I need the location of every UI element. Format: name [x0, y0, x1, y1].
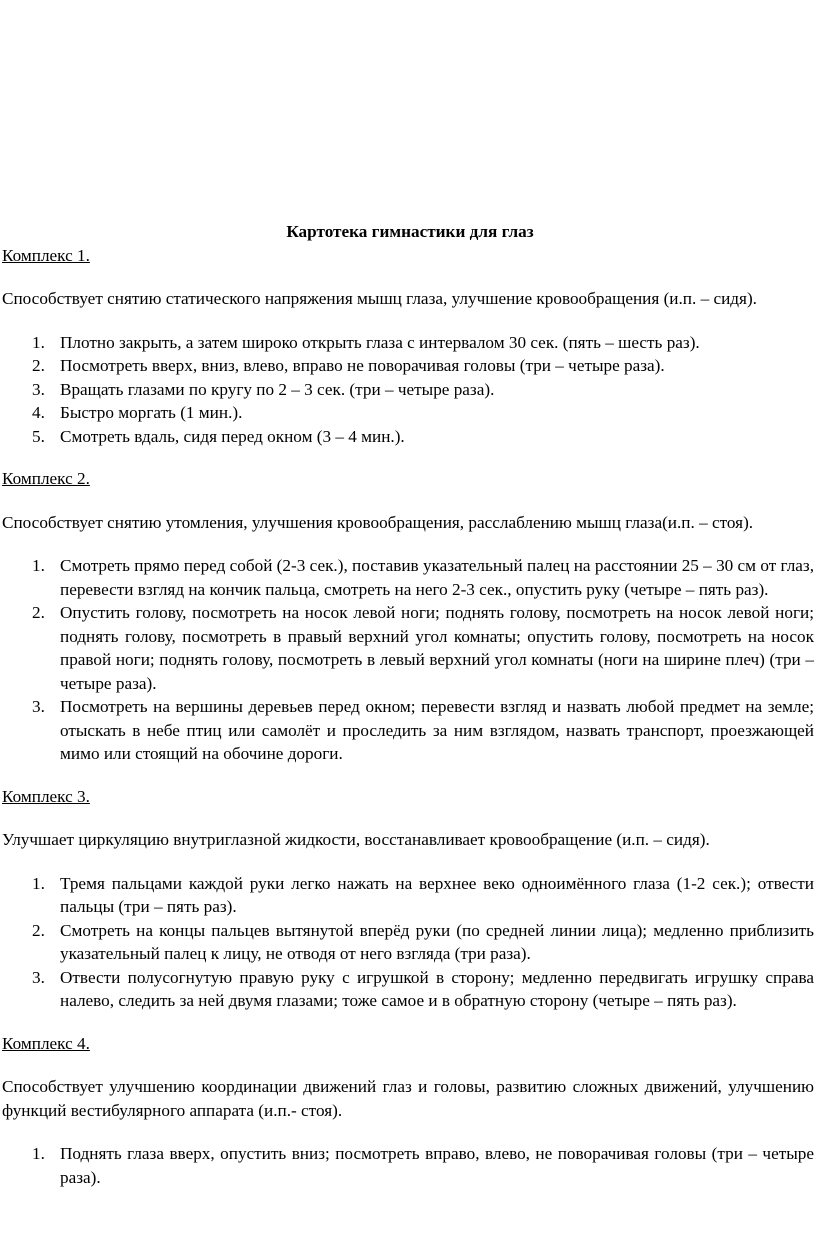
step-number: 1. [32, 556, 45, 575]
list-item [2, 872, 814, 919]
list-item [2, 554, 814, 601]
step-text: Смотреть на концы пальцев вытянутой вперёд руки (по средней линии лица); медленно приблизить указательный палец к лицу, не отводя от него взгляда (три раза). [60, 920, 814, 963]
list-item [2, 401, 814, 425]
step-number: 4. [32, 403, 45, 422]
step-text: Посмотреть на вершины деревьев перед окном; перевести взгляд и назвать любой предмет на земле; отыскать в небе птиц или самолёт и проследить за ним взглядом, назвать транспорт, проезжающей мимо или стоящий на обочине дороги. [60, 697, 814, 763]
complex-description: Способствует снятию утомления, улучшения кровообращения, расслаблению мышц глаза(и.п. – стоя). [2, 512, 754, 532]
step-number: 5. [32, 426, 45, 446]
list-item [2, 331, 814, 355]
complex-4 [2, 1032, 814, 1190]
complex-heading: Комплекс 4. [2, 1033, 90, 1053]
complex-description: Способствует улучшению координации движений глаз и головы, развитию сложных движений, улучшению функций вестибулярного аппарата (и.п.- стоя). [2, 1077, 814, 1120]
complex-description: Способствует снятию статического напряжения мышц глаза, улучшение кровообращения (и.п. – сидя). [2, 289, 757, 308]
list-item [2, 354, 814, 378]
step-number: 2. [32, 920, 45, 940]
step-text: Смотреть прямо перед собой (2-3 сек.), поставив указательный палец на расстоянии 25 – 30 см от глаз, перевести взгляд на кончик пальца, смотреть на него 2-3 сек., опустить руку (четыре – пять раз). [60, 556, 814, 599]
complex-heading: Комплекс 2. [2, 469, 90, 488]
list-item [2, 966, 814, 1013]
list-item [2, 919, 814, 966]
step-text: Быстро моргать (1 мин.). [60, 403, 243, 422]
step-number: 2. [32, 356, 45, 375]
step-number: 3. [32, 379, 45, 399]
list-item [2, 378, 814, 402]
step-number: 2. [32, 603, 45, 622]
complex-heading: Комплекс 3. [2, 786, 90, 806]
step-text: Посмотреть вверх, вниз, влево, вправо не поворачивая головы (три – четыре раза). [60, 356, 665, 375]
step-number: 3. [32, 967, 45, 987]
list-item [2, 695, 814, 766]
step-text: Поднять глаза вверх, опустить вниз; посмотреть вправо, влево, не поворачивая головы (три – четыре раза). [60, 1144, 814, 1187]
step-number: 1. [32, 1144, 45, 1163]
list-item [2, 601, 814, 695]
complex-1 [2, 244, 814, 449]
complex-heading: Комплекс 1. [2, 245, 90, 265]
complex-3 [2, 785, 814, 1013]
list-item [2, 1142, 814, 1189]
steps-list [2, 1142, 814, 1189]
step-number: 3. [32, 697, 45, 716]
step-text: Смотреть вдаль, сидя перед окном (3 – 4 мин.). [60, 426, 405, 446]
page-title: Картотека гимнастики для глаз [286, 222, 534, 241]
step-text: Тремя пальцами каждой руки легко нажать на верхнее веко одноимённого глаза (1-2 сек.); отвести пальцы (три – пять раз). [60, 873, 814, 916]
steps-list [2, 331, 814, 449]
step-text: Опустить голову, посмотреть на носок левой ноги; поднять голову, посмотреть на носок левой ноги; поднять голову, посмотреть в правый верхний угол комнаты; опустить голову, посмотреть на носок правой ноги; поднять голову, посмотреть в левый верхний угол комнаты (ноги на ширине плеч) (три – четыре раза). [60, 603, 814, 693]
complex-2 [2, 467, 814, 766]
step-text: Вращать глазами по кругу по 2 – 3 сек. (три – четыре раза). [60, 379, 495, 399]
step-text: Плотно закрыть, а затем широко открыть глаза с интервалом 30 сек. (пять – шесть раз). [60, 332, 700, 352]
steps-list [2, 872, 814, 1013]
steps-list [2, 554, 814, 766]
step-text: Отвести полусогнутую правую руку с игрушкой в сторону; медленно передвигать игрушку справа налево, следить за ней двумя глазами; тоже самое и в обратную сторону (четыре – пять раз). [60, 967, 814, 1010]
step-number: 1. [32, 332, 45, 352]
complex-description: Улучшает циркуляцию внутриглазной жидкости, восстанавливает кровообращение (и.п. – сидя). [2, 830, 710, 849]
step-number: 1. [32, 873, 45, 893]
list-item [2, 425, 814, 449]
